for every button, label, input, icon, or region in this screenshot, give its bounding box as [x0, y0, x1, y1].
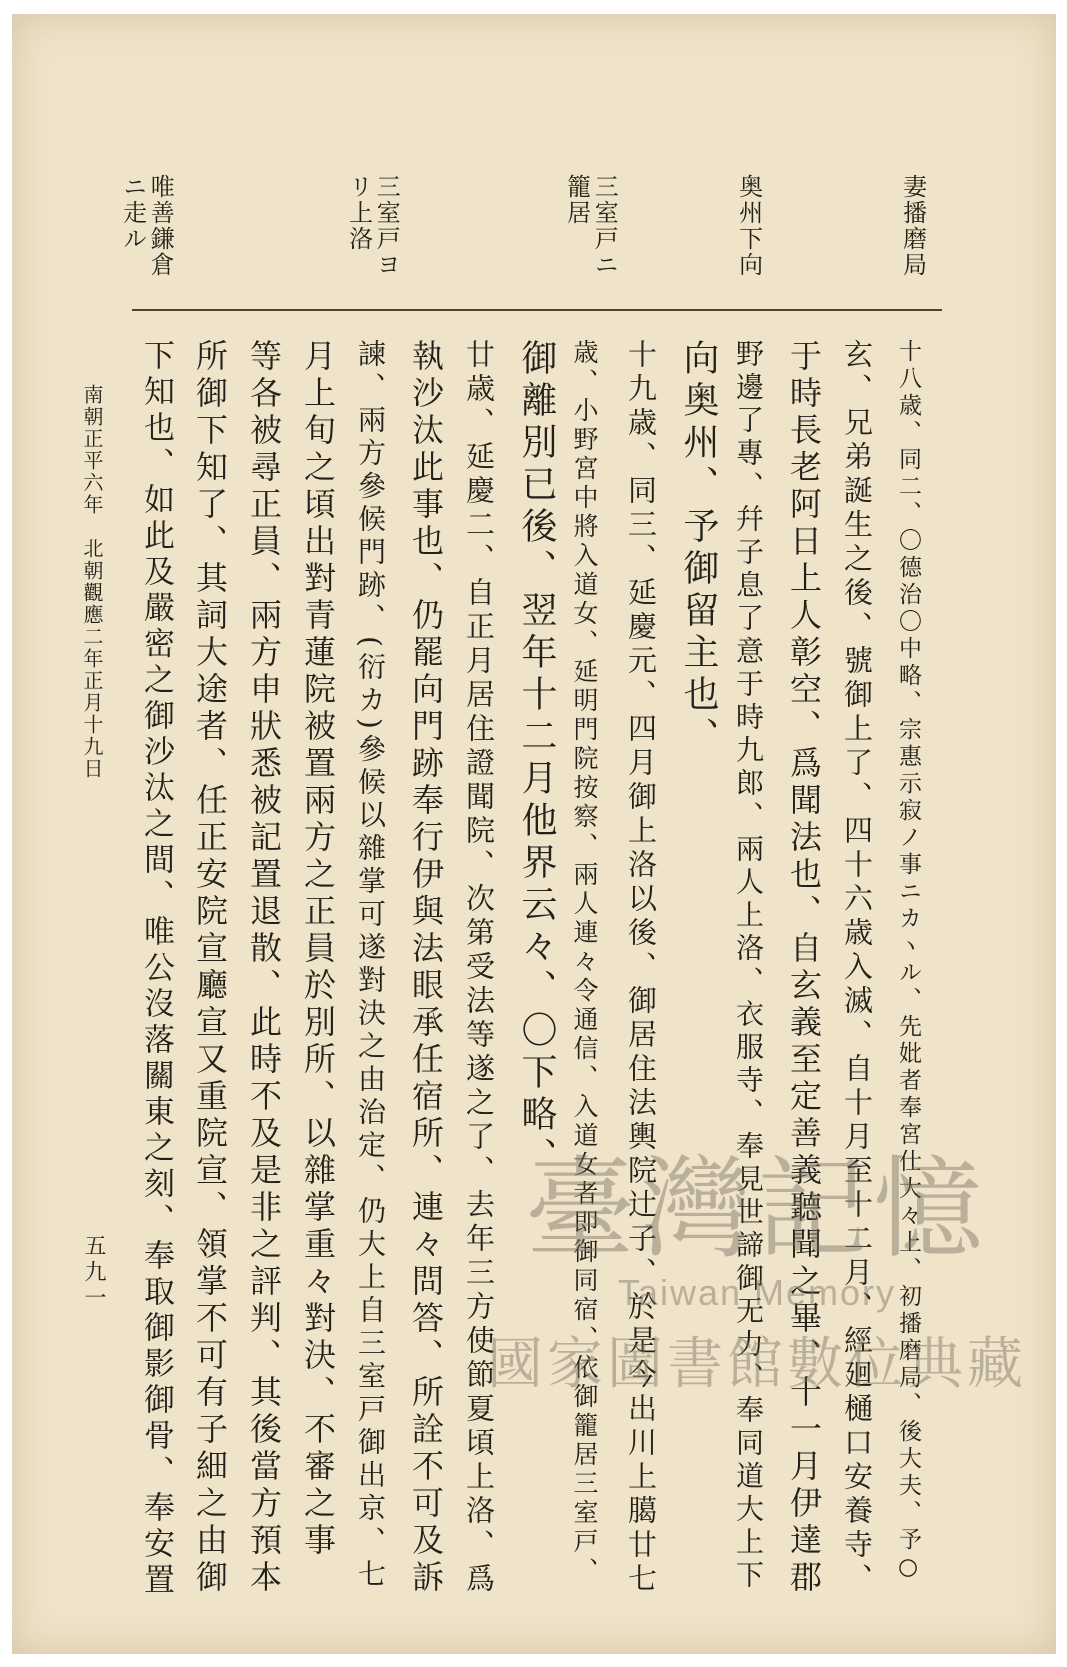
page-number: 五九一 [81, 1234, 106, 1312]
watermark-subtitle: 國家圖書館數位典藏 [487, 1332, 1027, 1397]
headnote-3: 三室戸ニ 籠居 [562, 174, 619, 278]
text-line-15: 下知也、如此及嚴密之御沙汰之間、唯公沒落關東之刻、奉取御影御骨、奉安置 [138, 339, 174, 1599]
text-line-11: 諫、兩方參候門跡、(衍カ)參候以雜掌可遂對決之由治定、仍大上自三室戸御出京、七 [354, 339, 387, 1592]
watermark-english: Taiwan Memory [617, 1272, 897, 1313]
headnote-2: 奥州下向 [734, 174, 763, 278]
text-line-2: 玄、兄弟誕生之後、號御上了、四十六歳入滅、自十月至十二月、經廻樋口安養寺、 [840, 339, 874, 1597]
header-rule [132, 309, 942, 311]
text-line-13: 等各被尋正員、兩方申狀悉被記置退散、此時不及是非之評判、其後當方預本 [245, 339, 283, 1597]
text-line-3: 于時長老阿日上人彰空、爲聞法也、自玄義至定善義聽聞之畢、十一月伊達郡 [785, 339, 823, 1597]
text-line-6: 十九歳、同三、延慶元、四月御上洛以後、御居住法輿院辻子、於是今出川上臈廿七 [624, 339, 658, 1597]
text-line-10: 執沙汰此事也、仍罷向門跡奉行伊與法眼承任宿所、連々問答、所詮不可及訴 [407, 339, 445, 1597]
document-page [12, 14, 1056, 1654]
footer-era-note: 南朝正平六年 北朝觀應二年正月十九日 [80, 384, 104, 780]
text-line-14: 所御下知了、其詞大途者、任正安院宣廳宣又重院宣、領掌不可有子細之由御 [191, 339, 229, 1597]
library-watermark [467, 1145, 1047, 1400]
watermark-title: 臺灣記憶 [525, 1145, 989, 1273]
text-line-12: 月上旬之頃出對青蓮院被置兩方之正員於別所、以雜掌重々對決、不審之事 [299, 339, 337, 1560]
text-line-5: 向奥州、予御留主也、 [678, 339, 719, 759]
headnote-5: 唯善鎌倉 ニ走ル [118, 174, 175, 278]
text-line-7: 歳、小野宮中將入道女、延明門院按察、兩人連々令通信、入道女者即御同宿、依御籠居三室戸、 [570, 339, 599, 1586]
text-line-9: 廿歳、延慶二、自正月居住證聞院、次第受法等遂之了、去年三方使節夏頃上洛、爲 [462, 339, 496, 1597]
text-line-4: 野邊了專、幷子息了意于時九郎、兩人上洛、衣服寺、奉見世諦御无力、奉同道大上下 [732, 339, 765, 1593]
text-line-8: 御離別已後、翌年十二月他界云々、〇下略、 [516, 339, 557, 1179]
headnote-4: 三室戸ヨ リ上洛 [344, 174, 401, 278]
headnote-1: 妻播磨局 [898, 174, 927, 278]
text-line-1: 十八歳、同二、〇德治〇中略、宗惠示寂ノ事ニカヽル、先妣者奉宮仕大々上、初播磨局、後大夫、予○ [895, 339, 921, 1584]
